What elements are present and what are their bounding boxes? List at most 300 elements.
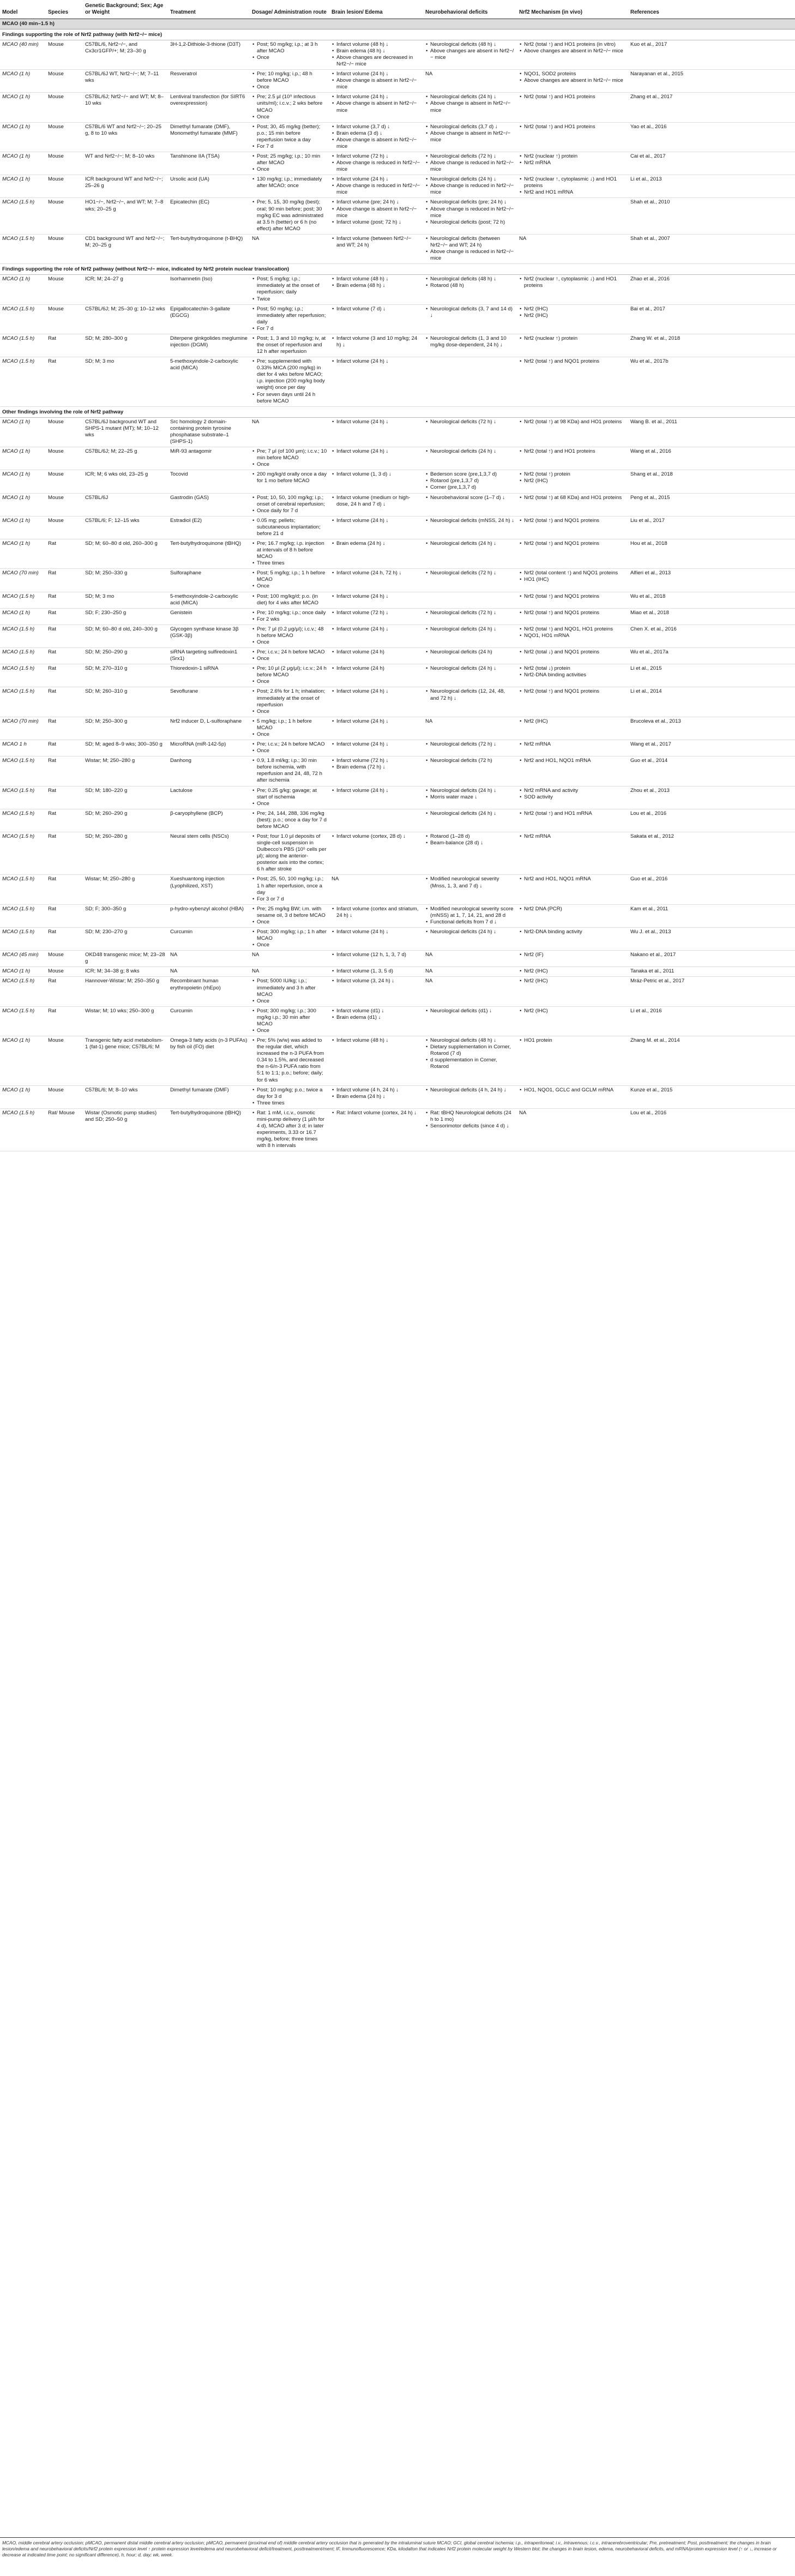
cell-species: Mouse [46, 275, 83, 304]
cell-text: NA [252, 235, 260, 242]
table-row [0, 951, 795, 967]
cell-dosage [250, 648, 329, 664]
cell-species: Rat [46, 786, 83, 809]
bullet-list [252, 665, 327, 685]
cell-genetic-background: SD; M; 3 mo [83, 592, 168, 608]
cell-dosage [250, 175, 329, 198]
table-row [0, 756, 795, 786]
bullet-item: • Three times [257, 1100, 327, 1107]
table-row [0, 539, 795, 569]
cell-species: Rat [46, 904, 83, 927]
header-model: Model [0, 0, 46, 19]
cell-model: MCAO (1.5 h) [0, 1006, 46, 1036]
bullet-item: • Above change is absent in Nrf2−/− mice [336, 137, 421, 150]
bullet-list [252, 876, 327, 902]
bullet-list [332, 758, 421, 771]
bullet-item: • Infarct volume (24 h) ↓ [336, 626, 421, 633]
bullet-item: • Nrf2 (total ↑) protein [524, 471, 626, 478]
bullet-list [332, 124, 421, 150]
bullet-item: • Pre; i.c.v.; 24 h before MCAO [257, 649, 327, 656]
cell-brain-lesion [329, 592, 423, 608]
cell-nrf2-mechanism [517, 664, 628, 687]
cell-neurobehavioral [423, 664, 517, 687]
cell-nrf2-mechanism [517, 927, 628, 950]
bullet-item: • Brain edema (d1) ↓ [336, 1014, 421, 1021]
bullet-list [252, 758, 327, 784]
header-nrf2-mechanism: Nrf2 Mechanism (in vivo) [517, 0, 628, 19]
table-row [0, 927, 795, 950]
bullet-item: • Pre; 5% (w/w) was added to the regular diet, which increased the n-3 PUFA from 0.34 to 1.5%, and decreased the n-6/n-3 PUFA ratio from 5:1 to 1:1; p.o.; before; daily; for 6 wks [257, 1037, 327, 1084]
cell-genetic-background: HO1−/−, Nrf2−/−, and WT; M; 7–8 wks; 20–25 g [83, 198, 168, 234]
bullet-item: • Neurological deficits (48 h) ↓ [430, 276, 515, 283]
bullet-item: • Neurological deficits (post; 72 h) [430, 219, 515, 226]
bullet-list [519, 649, 626, 656]
cell-reference: Li et al., 2016 [628, 1006, 795, 1036]
cell-species: Mouse [46, 951, 83, 967]
cell-species: Mouse [46, 1085, 83, 1108]
bullet-item: • Neurological deficits (48 h) ↓ [430, 1037, 515, 1044]
bullet-list [519, 41, 626, 55]
bullet-list [252, 688, 327, 714]
cell-reference: Yao et al., 2016 [628, 122, 795, 152]
bullet-list [252, 471, 327, 484]
cell-brain-lesion [329, 875, 423, 904]
bullet-item: • Morris water maze ↓ [430, 794, 515, 801]
cell-reference: Wang B. et al., 2011 [628, 417, 795, 447]
cell-treatment: MicroRNA (miR-142-5p) [168, 740, 250, 756]
cell-reference: Narayanan et al., 2015 [628, 70, 795, 93]
bullet-item: • d supplementation in Corner, Rotarod [430, 1057, 515, 1070]
bullet-item: • Functional deficits from 7 d ↓ [430, 919, 515, 926]
bullet-item: • Beam-balance (28 d) ↓ [430, 840, 515, 846]
cell-genetic-background: Wistar; M; 250–280 g [83, 875, 168, 904]
bullet-item: • Once [257, 114, 327, 121]
cell-neurobehavioral [423, 687, 517, 717]
cell-genetic-background: SD; M; 3 mo [83, 357, 168, 407]
bullet-list [425, 758, 515, 764]
bullet-list [519, 306, 626, 319]
cell-treatment: Tert-butylhydroquinone (tBHQ) [168, 1108, 250, 1151]
bullet-item: • Modified neurological severity (Mnss, 1, 3, and 7 d) ↓ [430, 876, 515, 889]
cell-brain-lesion [329, 93, 423, 122]
bullet-list [332, 176, 421, 196]
cell-treatment: NA [168, 951, 250, 967]
table-row [0, 664, 795, 687]
table-row [0, 904, 795, 927]
cell-genetic-background: ICR background WT and Nrf2−/−; 25–26 g [83, 175, 168, 198]
cell-genetic-background: WT and Nrf2−/−; M; 8–10 wks [83, 152, 168, 175]
cell-neurobehavioral [423, 608, 517, 625]
bullet-item: • Brain edema (3 d) ↓ [336, 130, 421, 137]
bullet-list [252, 358, 327, 405]
bullet-list [252, 1110, 327, 1149]
bullet-list [252, 810, 327, 830]
cell-neurobehavioral [423, 275, 517, 304]
cell-brain-lesion [329, 608, 423, 625]
bullet-item: • Pre; 10 μl (2 μg/μl); i.c.v.; 24 h before MCAO [257, 665, 327, 678]
cell-species: Rat [46, 927, 83, 950]
bullet-item: • Neurological deficits (72 h) ↓ [430, 153, 515, 160]
cell-nrf2-mechanism [517, 93, 628, 122]
bullet-item: • Nrf2 (total ↓) protein [524, 665, 626, 672]
bullet-list [425, 788, 515, 801]
bullet-item: • Neurological deficits (24 h) ↓ [430, 541, 515, 547]
cell-nrf2-mechanism [517, 152, 628, 175]
cell-neurobehavioral [423, 447, 517, 470]
bullet-list [519, 1037, 626, 1044]
cell-reference: Wang et al., 2017 [628, 740, 795, 756]
cell-text: NA [425, 952, 433, 958]
bullet-list [425, 419, 515, 425]
cell-model: MCAO (1 h) [0, 1085, 46, 1108]
bullet-item: • Nrf2 (IHC) [524, 1008, 626, 1014]
cell-nrf2-mechanism [517, 1108, 628, 1151]
bullet-item: • Post; 25, 50, 100 mg/kg; i.p.; 1 h after reperfusion, once a day [257, 876, 327, 896]
cell-brain-lesion [329, 740, 423, 756]
bullet-list [252, 335, 327, 355]
bullet-item: • Infarct volume (3 and 10 mg/kg; 24 h) ↓ [336, 335, 421, 349]
cell-brain-lesion [329, 539, 423, 569]
table-row [0, 875, 795, 904]
bullet-item: • HO1 (IHC) [524, 577, 626, 583]
bullet-item: • Nrf2 (nuclear ↑) protein [524, 153, 626, 160]
section-title: Findings supporting the role of Nrf2 pathway (without Nrf2−/− mice, indicated by Nrf2 protein nuclear translocation) [0, 264, 795, 275]
cell-reference: Shah et al., 2007 [628, 234, 795, 263]
bullet-list [519, 419, 626, 425]
bullet-list [519, 448, 626, 455]
bullet-item: • Infarct volume (between Nrf2−/− and WT; 24 h) [336, 236, 421, 249]
cell-model: MCAO (1.5 h) [0, 786, 46, 809]
cell-dosage [250, 967, 329, 977]
cell-species: Rat [46, 334, 83, 357]
cell-reference: Li et al., 2015 [628, 664, 795, 687]
cell-reference: Wu et al., 2017b [628, 357, 795, 407]
bullet-item: • Nrf2 (IHC) [524, 978, 626, 984]
bullet-item: • Rat: Infarct volume (cortex, 24 h) ↓ [336, 1110, 421, 1116]
bullet-item: • Infarct volume (d1) ↓ [336, 1008, 421, 1014]
cell-genetic-background: SD; M; 280–300 g [83, 334, 168, 357]
cell-nrf2-mechanism [517, 334, 628, 357]
cell-nrf2-mechanism [517, 417, 628, 447]
bullet-item: • Nrf2 (nuclear ↑, cytoplasmic ↓) and HO1 proteins [524, 176, 626, 189]
cell-nrf2-mechanism [517, 832, 628, 874]
bullet-list [332, 306, 421, 313]
bullet-item: • Infarct volume (48 h) ↓ [336, 41, 421, 48]
cell-model: MCAO (1.5 h) [0, 809, 46, 832]
cell-dosage [250, 786, 329, 809]
bullet-item: • Infarct volume (3,7 d) ↓ [336, 124, 421, 130]
cell-nrf2-mechanism [517, 967, 628, 977]
bullet-list [425, 94, 515, 113]
bullet-item: • Neurological deficits (1, 3 and 10 mg/kg dose-dependent, 24 h) ↓ [430, 335, 515, 349]
bullet-item: • Nrf2 (total ↑) at 68 KDa) and HO1 proteins [524, 495, 626, 501]
cell-reference: Guo et al., 2016 [628, 875, 795, 904]
cell-species: Mouse [46, 447, 83, 470]
cell-genetic-background: SD; M; 60–80 d old, 260–300 g [83, 539, 168, 569]
bullet-list [519, 833, 626, 840]
cell-neurobehavioral [423, 832, 517, 874]
bullet-item: • Infarct volume (24 h) ↓ [336, 688, 421, 695]
table-row [0, 93, 795, 122]
cell-model: MCAO (1 h) [0, 470, 46, 493]
bullet-item: • Rat: tBHQ Neurological deficits (24 h to 1 mo) [430, 1110, 515, 1123]
bullet-item: • For 7 d [257, 143, 327, 150]
cell-treatment: Dimethyl fumarate (DMF), Monomethyl fumarate (MMF) [168, 122, 250, 152]
cell-brain-lesion [329, 198, 423, 234]
cell-species: Rat [46, 809, 83, 832]
cell-model: MCAO (1 h) [0, 417, 46, 447]
bullet-list [519, 758, 626, 764]
bullet-list [519, 518, 626, 524]
bullet-item: • Infarct volume (1, 3 d) ↓ [336, 471, 421, 478]
bullet-list [332, 610, 421, 616]
cell-genetic-background: Hannover-Wistar; M; 250–350 g [83, 977, 168, 1006]
cell-reference: Zhang et al., 2017 [628, 93, 795, 122]
bullet-item: • Infarct volume (24 h) ↓ [336, 419, 421, 425]
bullet-list [252, 626, 327, 646]
cell-brain-lesion [329, 664, 423, 687]
bullet-list [519, 176, 626, 196]
section-header [0, 406, 795, 417]
cell-reference: Liu et al., 2017 [628, 516, 795, 539]
bullet-item: • Post; four 1.0 μl deposits of single-cell suspension in Dulbecco's PBS (10⁵ cells per μl); along the anterior-posterior axis into the cortex; 6 h after stroke [257, 833, 327, 873]
cell-nrf2-mechanism [517, 70, 628, 93]
cell-treatment: Tanshinone IIA (TSA) [168, 152, 250, 175]
bullet-list [332, 688, 421, 695]
cell-dosage [250, 927, 329, 950]
bullet-item: • Nrf2 (total ↑) and NQO1, HO1 proteins [524, 626, 626, 633]
cell-text: NA [252, 418, 260, 425]
cell-text: NA [519, 1109, 527, 1116]
header-genetic-background: Genetic Background; Sex; Age or Weight [83, 0, 168, 19]
cell-genetic-background: C57BL/6; M; 8–10 wks [83, 1085, 168, 1108]
cell-nrf2-mechanism [517, 977, 628, 1006]
cell-genetic-background: C57BL/6J; Nrf2−/− and WT; M; 8–10 wks [83, 93, 168, 122]
cell-neurobehavioral [423, 977, 517, 1006]
table-row [0, 687, 795, 717]
cell-dosage [250, 122, 329, 152]
bullet-item: • Above change is absent in Nrf2−/− mice [336, 206, 421, 219]
bullet-item: • Rotarod (48 h) [430, 283, 515, 289]
cell-genetic-background: SD; M; 180–220 g [83, 786, 168, 809]
cell-text: NA [425, 968, 433, 975]
bullet-item: • Neurological deficits (24 h) ↓ [430, 665, 515, 672]
section-header [0, 29, 795, 40]
cell-model: MCAO (45 min) [0, 951, 46, 967]
bullet-list [425, 471, 515, 491]
bullet-item: • Pre; 7 μl (0.2 μg/μl); i.c.v.; 48 h before MCAO [257, 626, 327, 639]
bullet-item: • Pre; 10 mg/kg; i.p.; 48 h before MCAO [257, 71, 327, 84]
bullet-item: • Nrf2 (total ↑) and HO1 mRNA [524, 810, 626, 817]
cell-model: MCAO (1.5 h) [0, 664, 46, 687]
cell-treatment: Tert-butylhydroquinone (t-BHQ) [168, 234, 250, 263]
cell-reference: Lou et al., 2016 [628, 809, 795, 832]
bullet-item: • Infarct volume (7 d) ↓ [336, 306, 421, 313]
cell-brain-lesion [329, 334, 423, 357]
cell-brain-lesion [329, 175, 423, 198]
cell-text: NA [519, 235, 527, 242]
cell-model: MCAO (1.5 h) [0, 875, 46, 904]
cell-dosage [250, 304, 329, 334]
bullet-list [252, 1008, 327, 1034]
cell-brain-lesion [329, 152, 423, 175]
bullet-item: • Above change is reduced in Nrf2−/− mice [336, 160, 421, 173]
bullet-item: • Neurological deficits (d1) ↓ [430, 1008, 515, 1014]
bullet-item: • Post; 2.6% for 1 h; inhalation; immediately at the onset of reperfusion [257, 688, 327, 708]
bullet-list [252, 153, 327, 173]
bullet-list [332, 541, 421, 547]
bullet-item: • Nrf2 mRNA and activity [524, 788, 626, 794]
cell-genetic-background: SD; M; 260–290 g [83, 809, 168, 832]
cell-dosage [250, 977, 329, 1006]
bullet-item: • Once [257, 801, 327, 807]
bullet-list [519, 810, 626, 817]
header-brain-lesion: Brain lesion/ Edema [329, 0, 423, 19]
cell-reference: Cai et al., 2017 [628, 152, 795, 175]
cell-reference: Tanaka et al., 2011 [628, 967, 795, 977]
bullet-item: • Above changes are absent in Nrf2−/− mice [524, 77, 626, 84]
cell-model: MCAO (1 h) [0, 1036, 46, 1086]
cell-nrf2-mechanism [517, 275, 628, 304]
bullet-item: • Nrf2 (IHC) [524, 478, 626, 484]
bullet-list [252, 1087, 327, 1107]
cell-treatment: p-hydro-xybenzyl alcohol (HBA) [168, 904, 250, 927]
bullet-item: • Rotarod (pre,1,3,7 d) [430, 478, 515, 484]
table-row [0, 152, 795, 175]
cell-species: Mouse [46, 70, 83, 93]
bullet-item: • Neurological deficits (3,7 d) ↓ [430, 124, 515, 130]
cell-treatment: Xueshuantong injection (Lyophilized, XST) [168, 875, 250, 904]
cell-genetic-background: C57BL/6J [83, 493, 168, 516]
cell-species: Rat [46, 592, 83, 608]
cell-dosage [250, 40, 329, 69]
cell-treatment: Omega-3 fatty acids (n-3 PUFAs) by fish oil (FO) diet [168, 1036, 250, 1086]
bullet-list [252, 176, 327, 189]
section-header [0, 264, 795, 275]
cell-nrf2-mechanism [517, 648, 628, 664]
cell-species: Rat [46, 648, 83, 664]
bullet-list [332, 236, 421, 249]
bullet-list [332, 1037, 421, 1044]
cell-model: MCAO (1.5 h) [0, 625, 46, 647]
cell-reference: Shah et al., 2010 [628, 198, 795, 234]
bullet-list [252, 124, 327, 150]
bullet-item: • 0.05 mg; pellets; subcutaneous implantation; before 21 d [257, 518, 327, 537]
cell-genetic-background: Wistar; M; 250–280 g [83, 756, 168, 786]
table-row [0, 417, 795, 447]
cell-reference: Alfieri et al., 2013 [628, 569, 795, 592]
cell-nrf2-mechanism [517, 951, 628, 967]
cell-treatment: Dimethyl fumarate (DMF) [168, 1085, 250, 1108]
bullet-item: • Once daily for 7 d [257, 508, 327, 514]
cell-dosage [250, 664, 329, 687]
cell-dosage [250, 592, 329, 608]
cell-dosage [250, 1006, 329, 1036]
cell-reference: Hou et al., 2018 [628, 539, 795, 569]
cell-treatment: Thioredoxin-1 siRNA [168, 664, 250, 687]
bullet-item: • Pre; 7 μl (of 100 μm); i.c.v.; 10 min before MCAO [257, 448, 327, 461]
cell-species: Rat [46, 357, 83, 407]
cell-dosage [250, 809, 329, 832]
cell-genetic-background: OKD48 transgenic mice; M; 23–28 g [83, 951, 168, 967]
cell-reference: Zhou et al., 2013 [628, 786, 795, 809]
bullet-list [519, 495, 626, 501]
bullet-item: • Post; 300 mg/kg; i.p.; 300 mg/kg i.p.; 30 min after MCAO [257, 1008, 327, 1028]
cell-neurobehavioral [423, 175, 517, 198]
cell-brain-lesion [329, 625, 423, 647]
bullet-item: • Post; 100 mg/kg/d; p.o. (in diet) for 4 wks after MCAO [257, 593, 327, 607]
bullet-item: • Nrf2 (IHC) [524, 313, 626, 319]
cell-reference: Wang et al., 2016 [628, 447, 795, 470]
bullet-list [252, 929, 327, 948]
cell-dosage [250, 1085, 329, 1108]
bullet-item: • Nrf2 (total content ↑) and NQO1 proteins [524, 570, 626, 577]
bullet-list [519, 968, 626, 975]
bullet-item: • Infarct volume (4 h, 24 h) ↓ [336, 1087, 421, 1094]
bullet-item: • Neurological deficits (72 h) [430, 758, 515, 764]
cell-model: MCAO (1 h) [0, 539, 46, 569]
cell-neurobehavioral [423, 967, 517, 977]
bullet-item: • HO1 protein [524, 1037, 626, 1044]
bullet-item: • HO1, NQO1, GCLC and GCLM mRNA [524, 1087, 626, 1094]
cell-nrf2-mechanism [517, 122, 628, 152]
cell-treatment: NA [168, 967, 250, 977]
bullet-item: • Infarct volume (1, 3, 5 d) [336, 968, 421, 975]
cell-model: MCAO (1.5 h) [0, 304, 46, 334]
bullet-item: • Neurological deficits (24 h) ↓ [430, 94, 515, 100]
cell-nrf2-mechanism [517, 304, 628, 334]
cell-nrf2-mechanism [517, 809, 628, 832]
bullet-list [252, 1037, 327, 1084]
bullet-item: • Sensorimotor deficits (since 4 d) ↓ [430, 1123, 515, 1130]
cell-nrf2-mechanism [517, 493, 628, 516]
bullet-item: • Once [257, 678, 327, 685]
cell-treatment: Nrf2 inducer D, L-sulforaphane [168, 717, 250, 740]
cell-dosage [250, 234, 329, 263]
cell-species: Mouse [46, 493, 83, 516]
bullet-list [519, 593, 626, 600]
bullet-item: • Nrf2 (total ↑) and HO1 proteins [524, 124, 626, 130]
cell-species: Mouse [46, 470, 83, 493]
bullet-item: • Post; 30, 45 mg/kg (better); p.o.; 15 min before reperfusion twice a day [257, 124, 327, 143]
cell-model: MCAO (1.5 h) [0, 977, 46, 1006]
cell-treatment: Resveratrol [168, 70, 250, 93]
cell-reference: Guo et al., 2014 [628, 756, 795, 786]
bullet-item: • Neurological deficits (4 h, 24 h) ↓ [430, 1087, 515, 1094]
bullet-item: • Once [257, 656, 327, 662]
bullet-item: • Post; 50 mg/kg; i.p.; at 3 h after MCAO [257, 41, 327, 55]
cell-nrf2-mechanism [517, 198, 628, 234]
bullet-list [252, 276, 327, 302]
bullet-item: • Neurological deficits (24 h) ↓ [430, 788, 515, 794]
bullet-item: • Infarct volume (24 h) ↓ [336, 94, 421, 100]
bullet-list [252, 306, 327, 332]
cell-treatment: Sulforaphane [168, 569, 250, 592]
section-title: Other findings involving the role of Nrf2 pathway [0, 406, 795, 417]
bullet-item: • Neurobehavioral score (1–7 d) ↓ [430, 495, 515, 501]
cell-neurobehavioral [423, 740, 517, 756]
cell-reference: Miao et al., 2018 [628, 608, 795, 625]
bullet-item: • Brain edema (72 h) ↓ [336, 764, 421, 771]
cell-nrf2-mechanism [517, 875, 628, 904]
bullet-item: • Above changes are decreased in Nrf2−/− mice [336, 55, 421, 68]
bullet-item: • Nrf2-DNA binding activities [524, 672, 626, 678]
bullet-list [332, 153, 421, 173]
cell-dosage [250, 516, 329, 539]
table-row [0, 608, 795, 625]
bullet-item: • Post; 1, 3 and 10 mg/kg; iv, at the onset of reperfusion and 12 h after reperfusion [257, 335, 327, 355]
bullet-list [519, 124, 626, 130]
